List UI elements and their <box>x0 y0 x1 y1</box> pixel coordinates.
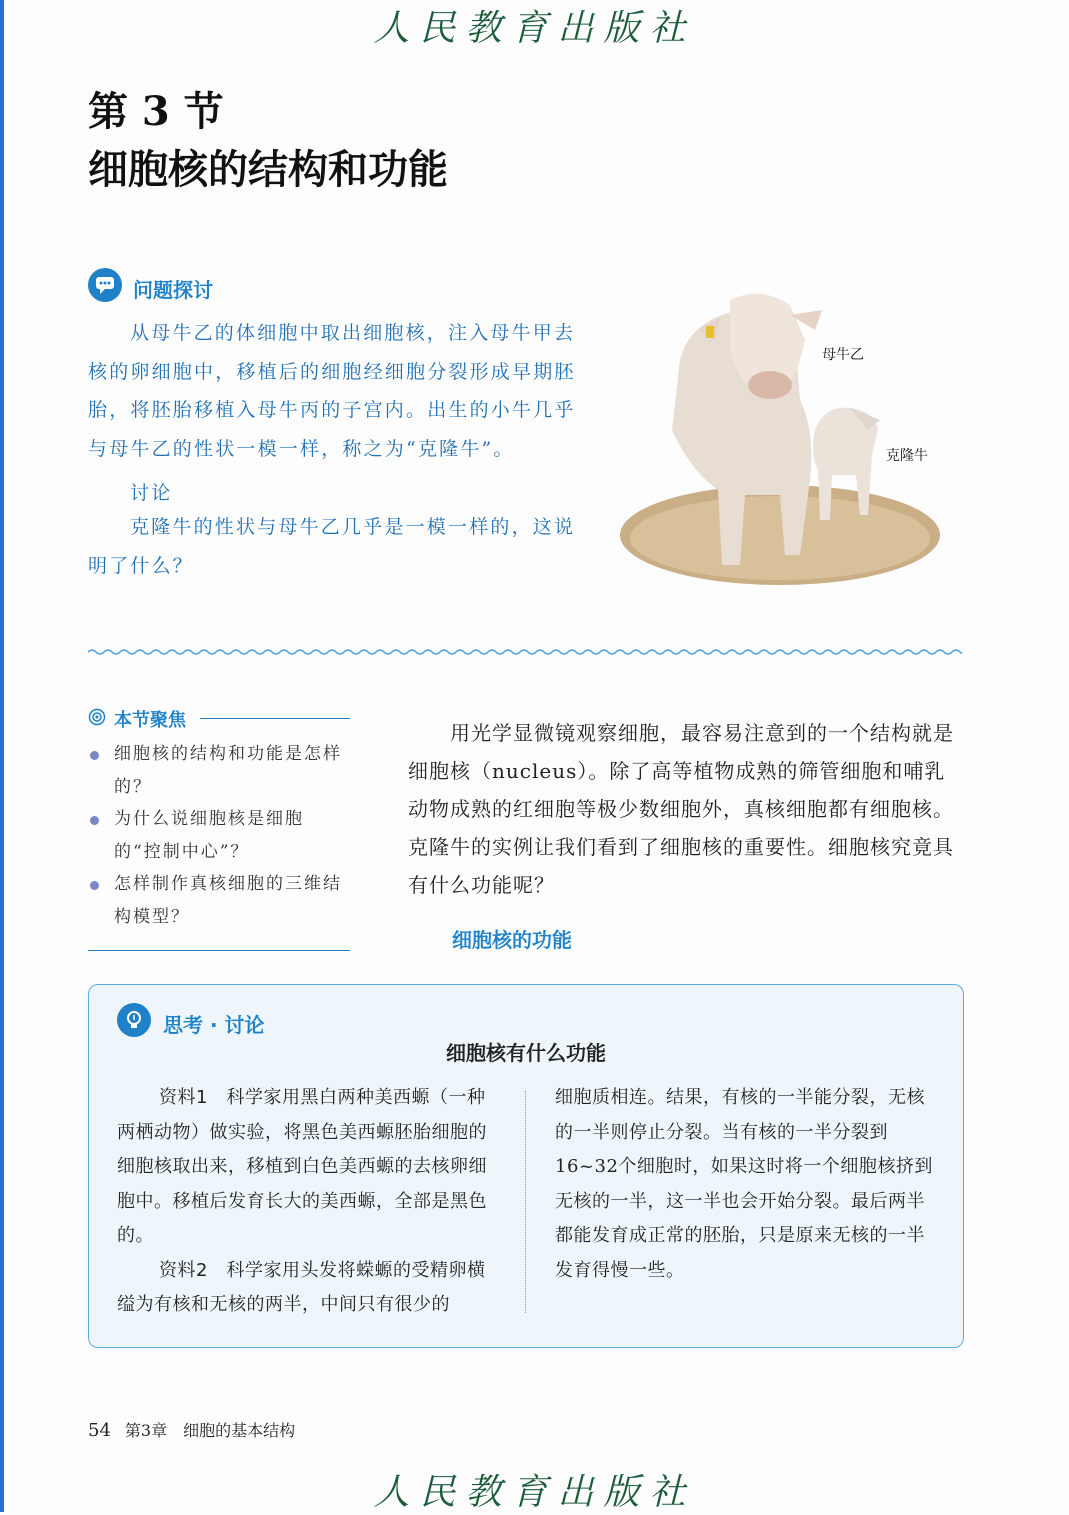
discuss-label: 讨论 <box>130 482 173 504</box>
caption-cow: 母牛乙 <box>822 347 864 363</box>
problem-heading: 问题探讨 <box>133 278 213 302</box>
material-1-label: 资料1 <box>159 1087 208 1108</box>
page-edge-bar <box>0 0 4 1512</box>
target-icon <box>88 708 108 728</box>
discuss-text: 克隆牛的性状与母牛乙几乎是一模一样的，这说明了什么？ <box>88 516 576 577</box>
wavy-divider <box>88 646 962 658</box>
subheading-nucleus-function: 细胞核的功能 <box>452 928 572 952</box>
material-2-continued: 细胞质相连。结果，有核的一半能分裂，无核的一半则停止分裂。当有核的一半分裂到16~32个细胞时，如果这时将一个细胞核挤到无核的一半，这一半也会开始分裂。最后两半都能发育成正常的胚胎，只是原来无核的一半发育得慢一些。 <box>555 1087 933 1281</box>
focus-bottom-rule <box>88 950 350 951</box>
focus-item: 为什么说细胞核是细胞的“控制中心”？ <box>88 803 350 868</box>
think-discuss-box <box>88 984 964 1348</box>
caption-calf: 克隆牛 <box>886 448 928 464</box>
main-paragraph: 用光学显微镜观察细胞，最容易注意到的一个结构就是细胞核（nucleus）。除了高等植物成熟的筛管细胞和哺乳动物成熟的红细胞等极少数细胞外，真核细胞都有细胞核。克隆牛的实例让我们看到了细胞核的重要性。细胞核究竟具有什么功能呢？ <box>408 721 954 897</box>
section-title: 细胞核的结构和功能 <box>88 146 448 193</box>
focus-item: 怎样制作真核细胞的三维结构模型？ <box>88 868 350 933</box>
think-right-column <box>555 1081 937 1288</box>
lightbulb-icon <box>117 1003 151 1037</box>
think-heading: 思考 · 讨论 <box>163 1013 265 1037</box>
publisher-logo-bottom: 人民教育出版社 <box>373 1472 696 1513</box>
page-footer <box>88 1418 295 1441</box>
material-2-text: 科学家用头发将蝾螈的受精卵横缢为有核和无核的两半，中间只有很少的 <box>117 1259 486 1315</box>
focus-item: 细胞核的结构和功能是怎样的？ <box>88 738 350 803</box>
speech-bubble-icon <box>88 268 122 302</box>
focus-list <box>88 738 350 933</box>
column-divider <box>525 1091 526 1313</box>
problem-text: 从母牛乙的体细胞中取出细胞核，注入母牛甲去核的卵细胞中，移植后的细胞经细胞分裂形成早期胚胎，将胚胎移植入母牛丙的子宫内。出生的小牛几乎与母牛乙的性状一模一样，称之为“克隆牛”。 <box>88 322 576 460</box>
page-number: 54 <box>88 1420 111 1441</box>
focus-title: 本节聚焦 <box>114 710 186 731</box>
think-left-column <box>117 1081 499 1323</box>
think-title: 细胞核有什么功能 <box>446 1041 606 1065</box>
section-number: 第 3 节 <box>88 88 224 135</box>
publisher-logo-top: 人民教育出版社 <box>373 8 696 49</box>
material-2-label: 资料2 <box>159 1259 208 1281</box>
cow-illustration <box>610 280 970 600</box>
chapter-label: 第3章 细胞的基本结构 <box>124 1421 296 1440</box>
focus-title-rule <box>200 718 350 719</box>
material-1-text: 科学家用黑白两种美西螈（一种两栖动物）做实验，将黑色美西螈胚胎细胞的细胞核取出来，移植到白色美西螈的去核卵细胞中。移植后发育长大的美西螈，全部是黑色的。 <box>117 1087 487 1246</box>
